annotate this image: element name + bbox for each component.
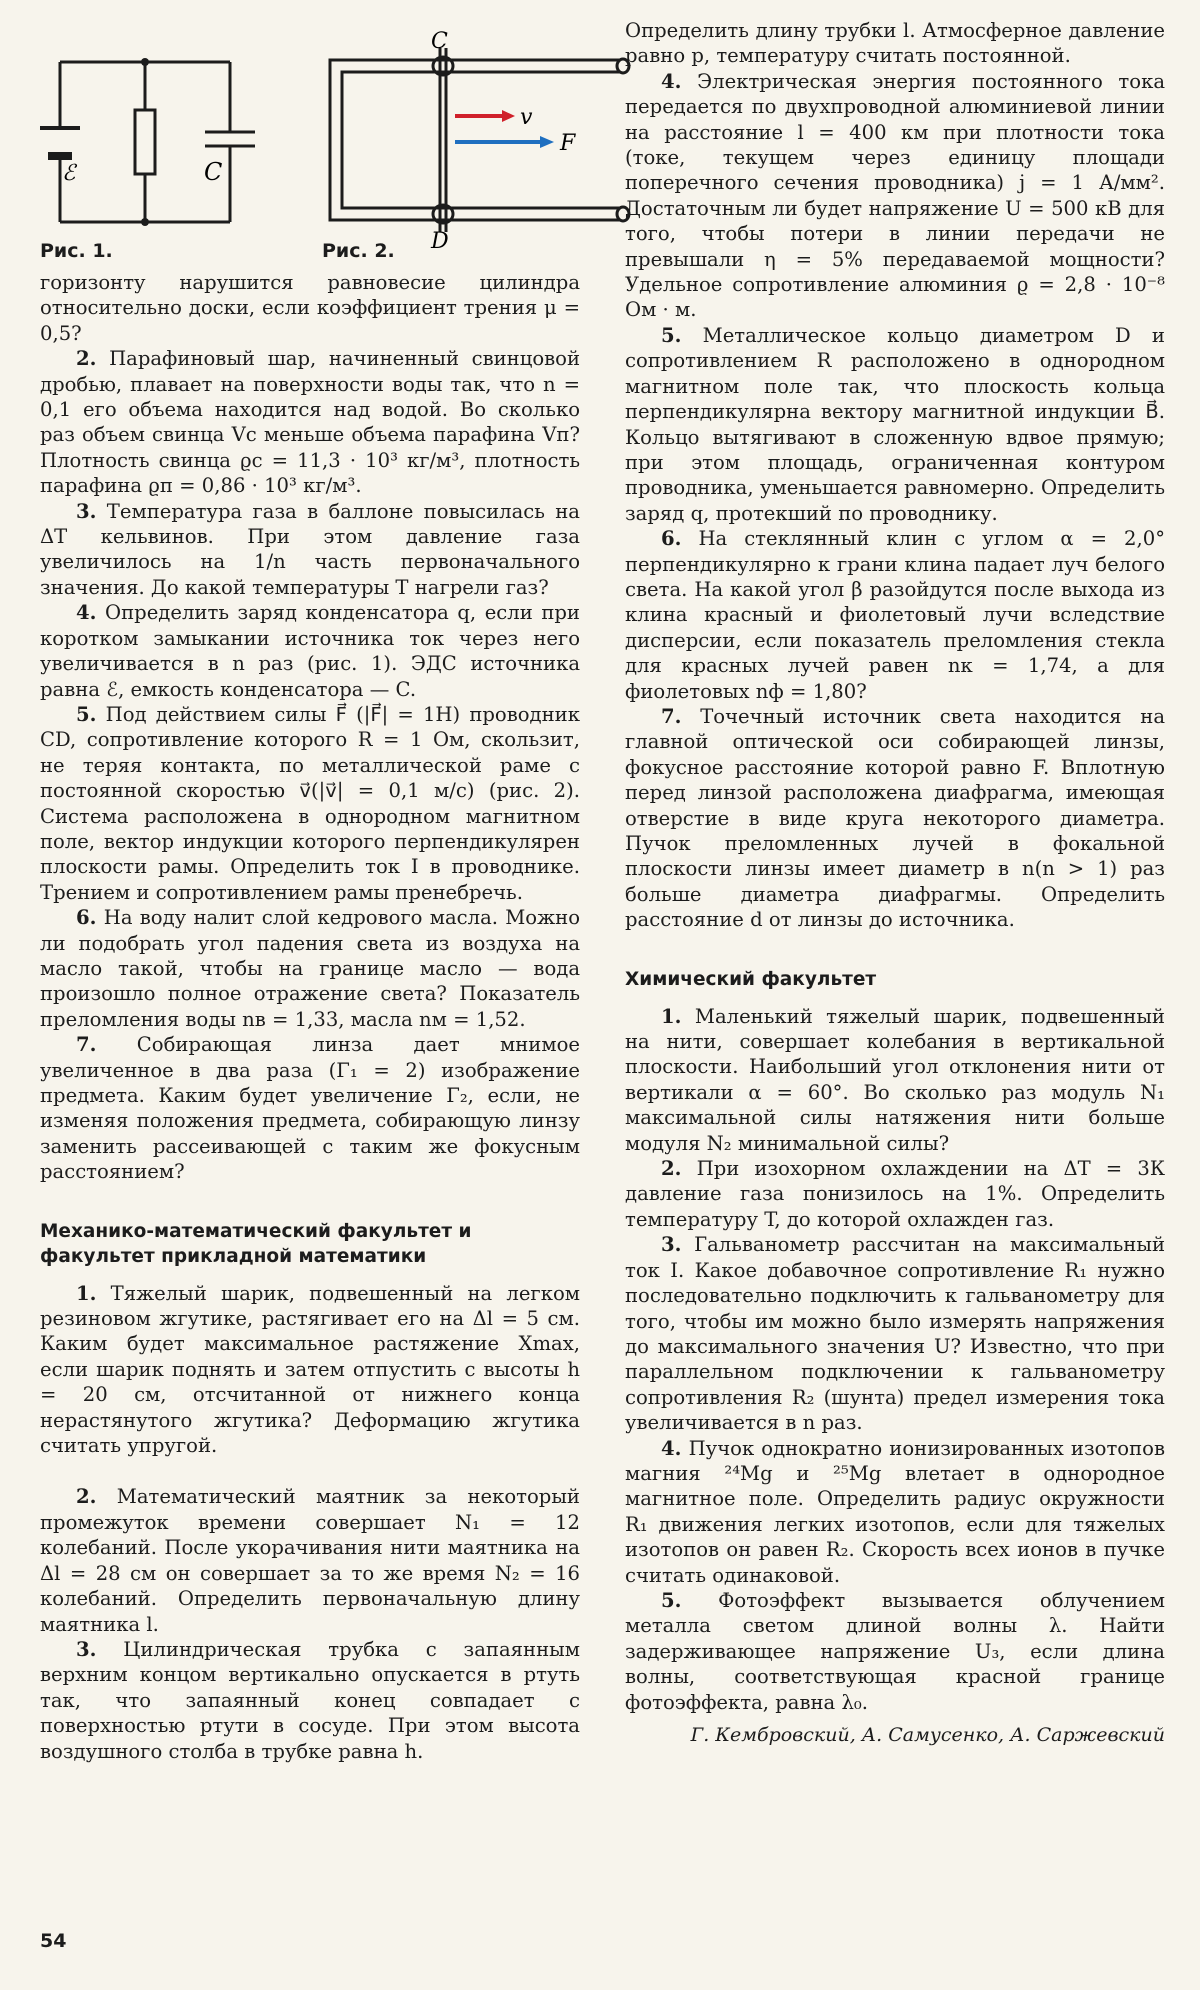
problem-text: Пучок однократно ионизированных изотопов магния ²⁴Mg и ²⁵Mg влетает в однородное магнитное поле. Определить радиус окружности R₁ движения легких изотопов, если для тяжелых изотопов он равен R₂. Скорость всех ионов в пучке считать одинаковой. <box>625 1436 1165 1587</box>
fig2-caption: Рис. 2. <box>322 240 395 262</box>
fig1-caption: Рис. 1. <box>40 240 113 262</box>
problem-paragraph <box>625 1588 1165 1715</box>
problem-number: 2. <box>76 347 97 371</box>
problem-text: горизонту нарушится равновесие цилиндра относительно доски, если коэффициент трения μ = 0,5? <box>40 271 580 345</box>
problem-number: 3. <box>661 1233 682 1257</box>
left-text <box>40 270 580 1764</box>
problem-text: На стеклянный клин с углом α = 2,0° перпендикулярно к грани клина падает луч белого света. На какой угол β разойдутся после выхода из клина красный и фиолетовый лучи вследствие дисперсии, если показатель преломления стекла для красных лучей равен nк = 1,74, а для фиолетовых nф = 1,80? <box>625 527 1165 703</box>
problem-number: 5. <box>76 702 97 726</box>
problem-paragraph <box>625 1004 1165 1156</box>
problem-paragraph <box>625 1232 1165 1435</box>
problem-number: 6. <box>661 527 682 551</box>
left-column <box>40 18 580 1764</box>
problem-number: 2. <box>76 1485 97 1509</box>
problem-paragraph <box>40 346 580 498</box>
problem-number: 7. <box>76 1033 97 1057</box>
point-d-label: D <box>431 229 449 254</box>
problem-text: Определить заряд конденсатора q, если при коротком замыкании источника ток через него увеличивается в n раз (рис. 1). ЭДС источника равна ℰ, емкость конденсатора — C. <box>40 601 580 701</box>
section-heading: Химический факультет <box>625 968 877 990</box>
problem-number: 1. <box>76 1281 97 1305</box>
section-heading: Механико-математический факультет и факультет прикладной математики <box>40 1220 472 1267</box>
problem-text: Гальванометр рассчитан на максимальный ток I. Какое добавочное сопротивление R₁ нужно последовательно подключить к гальванометру для того, чтобы им можно было измерять напряжения до максимального значения U? Известно, что при параллельном подключении к гальванометру сопротивления R₂ (шунта) предел измерения тока увеличивается в n раз. <box>625 1233 1166 1435</box>
problem-paragraph <box>40 1637 580 1764</box>
problem-paragraph <box>625 1156 1165 1232</box>
force-label: F <box>560 131 576 156</box>
problem-text: Под действием силы F⃗ (|F⃗| = 1Н) проводник CD, сопротивление которого R = 1 Ом, скользит, не теряя контакта, по металлической раме с постоянной скоростью v⃗(|v⃗| = 0,1 м/с) (рис. 2). Система расположена в однородном магнитном поле, вектор индукции которого перпендикулярен плоскости рамы. Определить ток I в проводнике. Трением и сопротивлением рамы пренебречь. <box>40 702 580 904</box>
problem-number: 7. <box>661 704 682 728</box>
problem-number: 5. <box>661 1588 682 1612</box>
velocity-label: v <box>520 105 533 130</box>
problem-text: Металлическое кольцо диаметром D и сопротивлением R расположено в однородном магнитном поле так, что плоскость кольца перпендикулярна вектору магнитной индукции B⃗. Кольцо вытягивают в сложенную вдвое прямую; при этом площадь, ограниченная контуром проводника, уменьшается равномерно. Определить заряд q, протекший по проводнику. <box>625 323 1165 525</box>
problem-number: 2. <box>661 1157 682 1181</box>
problem-paragraph <box>625 323 1165 526</box>
problem-text: Температура газа в баллоне повысилась на ΔT кельвинов. При этом давление газа увеличилось на 1/n часть первоначального значения. До какой температуры T нагрели газ? <box>40 499 580 599</box>
problem-number: 4. <box>76 601 97 625</box>
problem-number: 6. <box>76 906 97 930</box>
problem-text: Фотоэффект вызывается облучением металла светом длиной волны λ. Найти задерживающее напряжение U₃, если длина волны, соответствующая красной границе фотоэффекта, равна λ₀. <box>625 1588 1165 1714</box>
problem-text: Электрическая энергия постоянного тока передается по двухпроводной алюминиевой линии на расстояние l = 400 км при плотности тока (токе, текущем через единицу площади поперечного сечения проводника) j = 1 А/мм². Достаточным ли будет напряжение U = 500 кВ для того, чтобы потери в линии передачи не превышали η = 5% передаваемой мощности? Удельное сопротивление алюминия ϱ = 2,8 · 10⁻⁸ Ом · м. <box>625 69 1165 322</box>
problem-text: Парафиновый шар, начиненный свинцовой дробью, плавает на поверхности воды так, что n = 0,1 его объема находится над водой. Во сколько раз объем свинца Vс меньше объема парафина Vп? Плотность свинца ϱс = 11,3 · 10³ кг/м³, плотность парафина ϱп = 0,86 · 10³ кг/м³. <box>40 347 581 498</box>
problem-number: 4. <box>661 1436 682 1460</box>
problem-text: Тяжелый шарик, подвешенный на легком резиновом жгутике, растягивает его на Δl = 5 см. Каким будет максимальное растяжение Xmax, если шарик поднять и затем отпустить с высоты h = 20 см, отсчитанной от нижнего конца нерастянутого жгутика? Деформацию жгутика считать упругой. <box>40 1281 580 1458</box>
problem-text: При изохорном охлаждении на ΔT = 3К давление газа понизилось на 1%. Определить температуру T, до которой охлажден газ. <box>625 1157 1165 1231</box>
problem-paragraph <box>625 526 1165 704</box>
page-number: 54 <box>40 1930 67 1952</box>
problem-text: Определить длину трубки l. Атмосферное давление равно p, температуру считать постоянной. <box>625 19 1165 68</box>
problem-text: Математический маятник за некоторый промежуток времени совершает N₁ = 12 колебаний. После укорачивания нити маятника на Δl = 28 см он совершает за то же время N₂ = 16 колебаний. Определить первоначальную длину маятника l. <box>40 1485 580 1636</box>
problem-paragraph <box>40 905 580 1032</box>
problem-paragraph <box>625 704 1165 933</box>
right-text <box>625 18 1165 1748</box>
problem-number: 4. <box>661 69 682 93</box>
emf-label: ℰ <box>62 161 76 186</box>
problem-paragraph <box>625 1436 1165 1588</box>
problem-number: 1. <box>661 1004 682 1028</box>
problem-paragraph <box>40 1281 580 1459</box>
problem-text: Маленький тяжелый шарик, подвешенный на нити, совершает колебания в вертикальной плоскости. Наибольший угол отклонения нити от вертикали α = 60°. Во сколько раз модуль N₁ максимальной силы натяжения нити больше модуля N₂ минимальной силы? <box>625 1004 1165 1155</box>
problem-paragraph <box>625 69 1165 323</box>
circuit-diagram-fig1 <box>40 40 250 240</box>
problem-text: Собирающая линза дает мнимое увеличенное в два раза (Γ₁ = 2) изображение предмета. Каким будет увеличение Γ₂, если, не изменяя положения предмета, собирающую линзу заменить рассеивающей с таким же фокусным расстоянием? <box>40 1033 580 1184</box>
problem-paragraph <box>40 270 580 346</box>
point-c-label: C <box>431 29 448 54</box>
problem-paragraph <box>40 600 580 702</box>
problem-paragraph <box>40 702 580 905</box>
problem-text: На воду налит слой кедрового масла. Можно ли подобрать угол падения света из воздуха на масло такой, чтобы на границе масло — вода произошло полное отражение света? Показатель преломления воды nв = 1,33, масла nм = 1,52. <box>40 906 580 1031</box>
problem-number: 5. <box>661 323 682 347</box>
problem-paragraph <box>625 18 1165 69</box>
problem-paragraph <box>40 1032 580 1184</box>
problem-text: Точечный источник света находится на главной оптической оси собирающей линзы, фокусное расстояние которой равно F. Вплотную перед линзой расположена диафрагма, имеющая отверстие в виде круга некоторого диаметра. Пучок преломленных лучей в фокальной плоскости линзы имеет диаметр в n(n > 1) раз больше диаметра диафрагмы. Определить расстояние d от линзы до источника. <box>625 704 1165 932</box>
problem-number: 3. <box>76 499 97 523</box>
problem-paragraph <box>40 499 580 601</box>
figures-row <box>40 18 580 270</box>
problem-number: 3. <box>76 1637 97 1661</box>
right-column <box>625 18 1165 1748</box>
capacitor-label: C <box>204 158 223 186</box>
problem-text: Цилиндрическая трубка с запаянным верхним концом вертикально опускается в ртуть так, что запаянный конец совпадает с поверхностью ртути в сосуде. При этом высота воздушного столба в трубке равна h. <box>40 1637 580 1763</box>
authors-signature: Г. Кембровский, А. Самусенко, А. Саржевский <box>690 1724 1165 1746</box>
problem-paragraph <box>40 1484 580 1636</box>
